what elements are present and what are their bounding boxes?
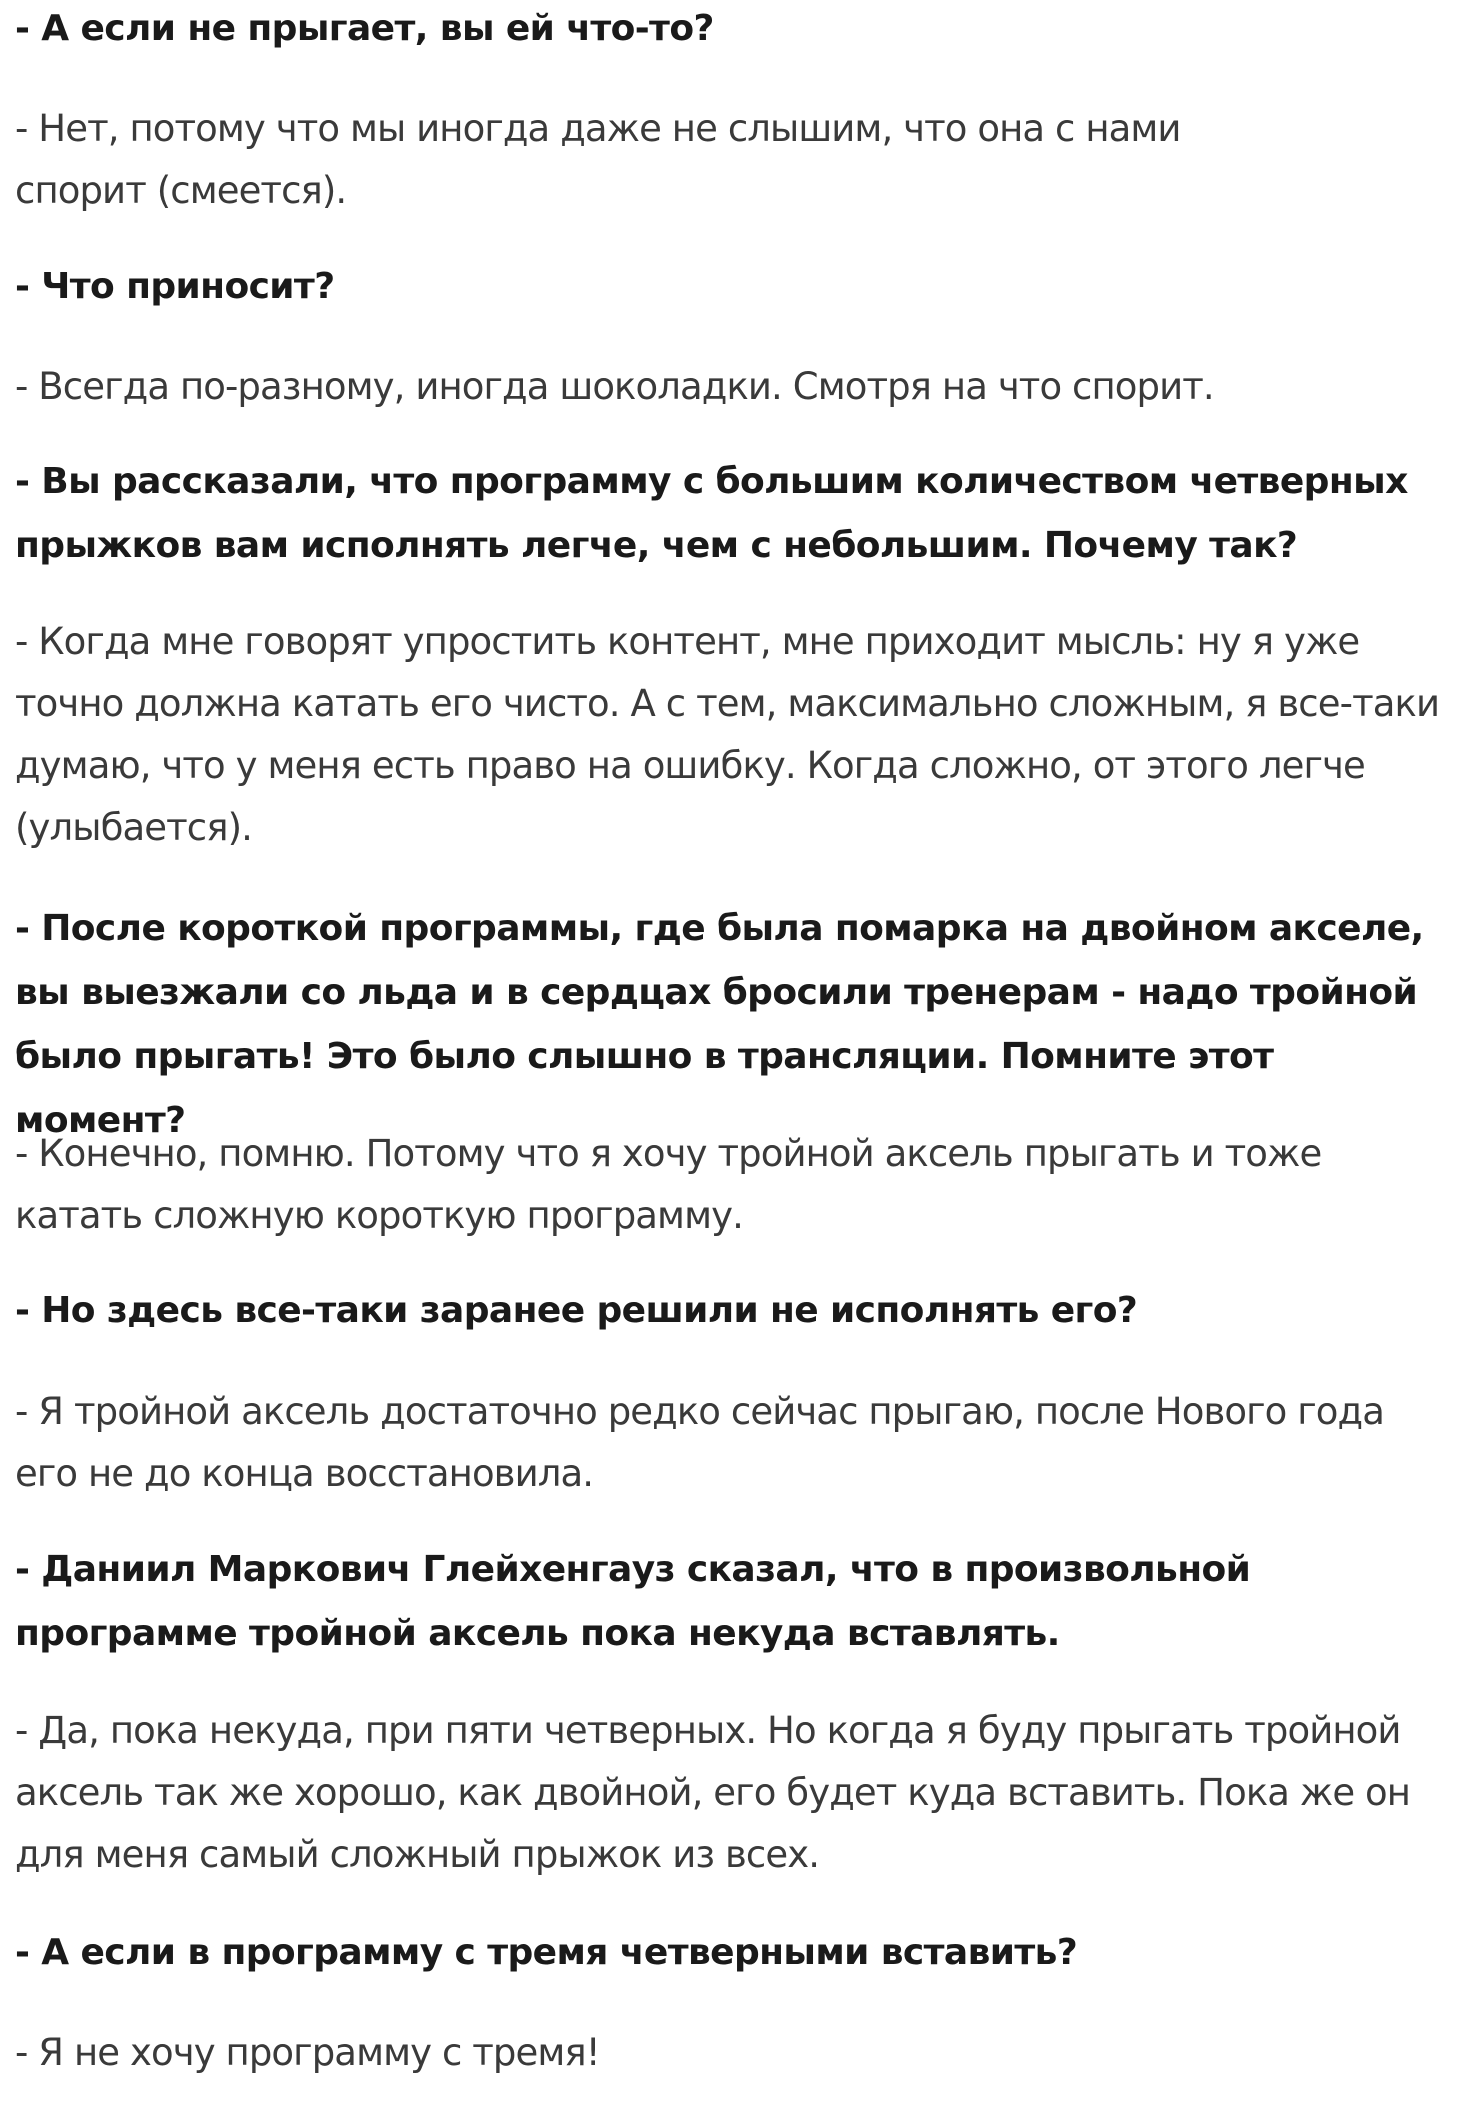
question-paragraph: - А если не прыгает, вы ей что-то? — [15, 8, 714, 49]
answer-paragraph: - Я тройной аксель достаточно редко сейчас прыгаю, после Нового года его не до конца восстановила. — [15, 1390, 1384, 1495]
question-paragraph: - После короткой программы, где была помарка на двойном акселе, вы выезжали со льда и в сердцах бросили тренерам - надо тройной было прыгать! Это было слышно в трансляции. Помните этот момент? — [15, 908, 1424, 1141]
answer-paragraph: - Да, пока некуда, при пяти четверных. Но когда я буду прыгать тройной аксель так же хорошо, как двойной, его будет куда вставить. Пока же он для меня самый сложный прыжок из всех. — [15, 1709, 1411, 1876]
answer-paragraph: - Конечно, помню. Потому что я хочу тройной аксель прыгать и тоже катать сложную короткую программу. — [15, 1132, 1322, 1237]
question-paragraph: - А если в программу с тремя четверными вставить? — [15, 1932, 1078, 1973]
question-paragraph: - Вы рассказали, что программу с большим количеством четверных прыжков вам исполнять легче, чем с небольшим. Почему так? — [15, 461, 1408, 566]
question-paragraph: - Но здесь все-таки заранее решили не исполнять его? — [15, 1290, 1138, 1331]
question-paragraph: - Даниил Маркович Глейхенгауз сказал, что в произвольной программе тройной аксель пока некуда вставлять. — [15, 1549, 1251, 1654]
answer-paragraph: - Когда мне говорят упростить контент, мне приходит мысль: ну я уже точно должна катать его чисто. А с тем, максимально сложным, я все-таки думаю, что у меня есть право на ошибку. Когда сложно, от этого легче (улыбается). — [15, 620, 1440, 849]
answer-paragraph: - Я не хочу программу с тремя! — [15, 2031, 600, 2074]
question-paragraph: - Что приносит? — [15, 266, 335, 307]
answer-paragraph: - Всегда по-разному, иногда шоколадки. Смотря на что спорит. — [15, 365, 1214, 408]
answer-paragraph: - Нет, потому что мы иногда даже не слышим, что она с нами спорит (смеется). — [15, 107, 1181, 212]
